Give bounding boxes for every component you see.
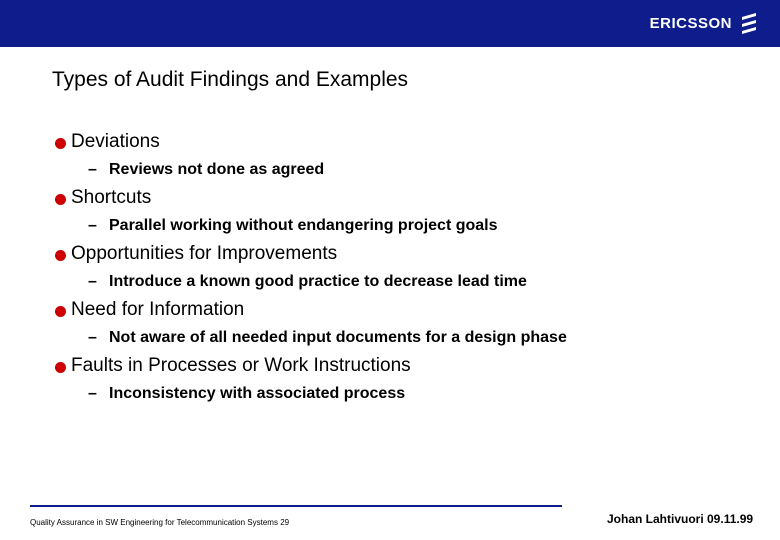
finding-example [88, 329, 567, 347]
bullet-dot-icon [55, 138, 66, 149]
finding-example [88, 385, 405, 403]
slide-title: Types of Audit Findings and Examples [52, 68, 409, 91]
dash-glyph: – [88, 217, 97, 234]
header-bar [0, 0, 780, 47]
bullet-dot-icon [55, 250, 66, 261]
dash-glyph: – [88, 385, 97, 402]
finding-example [88, 161, 324, 179]
ericsson-stripes-icon [740, 12, 758, 34]
dash-glyph: – [88, 161, 97, 178]
example-text: Reviews not done as agreed [109, 161, 325, 178]
example-text: Parallel working without endangering project goals [109, 217, 498, 234]
example-text: Not aware of all needed input documents for a design phase [109, 329, 567, 346]
logo-text: ERICSSON [649, 14, 732, 32]
footer-course-title: Quality Assurance in SW Engineering for Telecommunication Systems 29 [30, 518, 290, 527]
finding-example [88, 217, 498, 235]
ericsson-logo [650, 12, 758, 34]
bullet-dot-icon [55, 306, 66, 317]
finding-example [88, 273, 527, 291]
dash-glyph: – [88, 329, 97, 346]
example-text: Inconsistency with associated process [109, 385, 406, 402]
bullet-dot-icon [55, 194, 66, 205]
finding-label: Faults in Processes or Work Instructions [71, 355, 411, 376]
finding-label: Opportunities for Improvements [71, 243, 338, 264]
footer-divider [30, 505, 562, 507]
example-text: Introduce a known good practice to decrease lead time [109, 273, 527, 290]
finding-label: Deviations [71, 131, 160, 152]
footer-author-date: Johan Lahtivuori 09.11.99 [607, 512, 754, 526]
dash-glyph: – [88, 273, 97, 290]
finding-label: Need for Information [71, 299, 245, 320]
bullet-dot-icon [55, 362, 66, 373]
finding-label: Shortcuts [71, 187, 152, 208]
